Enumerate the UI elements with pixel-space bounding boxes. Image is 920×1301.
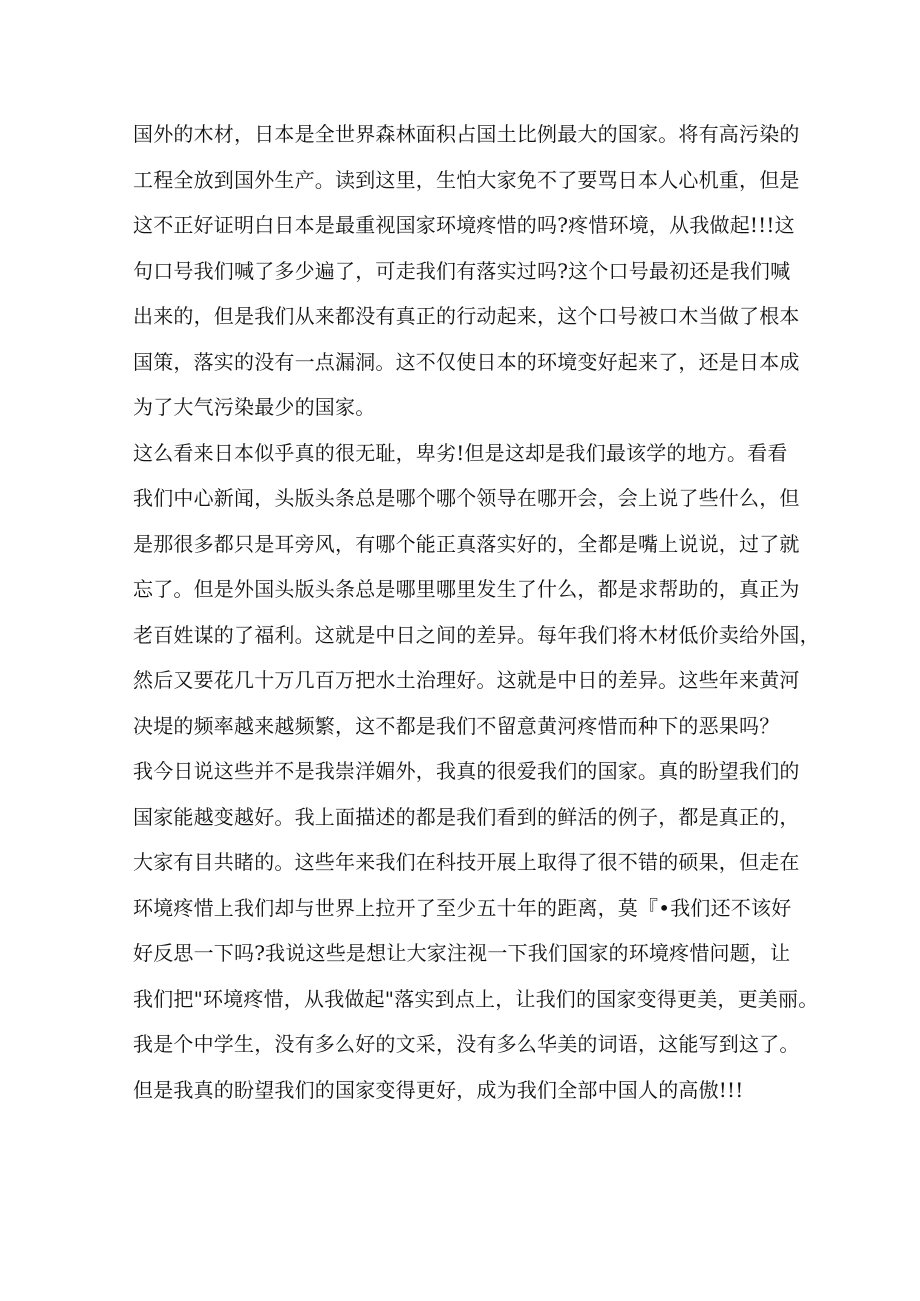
- paragraph-1: [133, 112, 803, 431]
- text-line: 我们把"环境疼惜，从我做起"落实到点上，让我们的国家变得更美，更美丽。: [133, 986, 819, 1011]
- text-line: 然后又要花几十万几百万把水土治理好。这就是中日的差异。这些年来黄河: [133, 668, 800, 692]
- text-line: 为了大气污染最少的国家。: [133, 395, 376, 419]
- paragraph-3: [133, 749, 819, 1113]
- text-line: 我是个中学生，没有多么好的文采，没有多么华美的词语，这能写到这了。: [133, 1032, 800, 1056]
- text-line: 好反思一下吗?我说这些是想让大家注视一下我们国家的环境疼惜问题，让: [133, 941, 791, 965]
- text-line: 但是我真的盼望我们的国家变得更好，成为我们全部中国人的高傲!!!: [133, 1077, 744, 1102]
- text-line: 这不正好证明白日本是最重视国家环境疼惜的吗?疼惜环境，从我做起!!!这: [133, 213, 795, 237]
- text-line: 忘了。但是外国头版头条总是哪里哪里发生了什么，都是求帮助的，真正为: [133, 577, 800, 601]
- text-line: 国家能越变越好。我上面描述的都是我们看到的鲜活的例子，都是真正的，: [133, 804, 800, 829]
- text-line: 句口号我们喊了多少遍了，可走我们有落实过吗?这个口号最初还是我们喊: [133, 258, 791, 283]
- text-line: 出来的，但是我们从来都没有真正的行动起来，这个口号被口木当做了根本: [133, 304, 800, 328]
- text-line: 我今日说这些并不是我崇洋媚外，我真的很爱我们的国家。真的盼望我们的: [133, 759, 800, 783]
- text-line: 工程全放到国外生产。读到这里，生怕大家免不了要骂日本人心机重，但是: [133, 167, 800, 192]
- text-line: 环境疼惜上我们却与世界上拉开了至少五十年的距离，莫『•我们还不该好: [133, 895, 792, 920]
- text-line: 大家有目共睹的。这些年来我们在科技开展上取得了很不错的硕果，但走在: [133, 850, 800, 874]
- text-line: 我们中心新闻，头版头条总是哪个哪个领导在哪开会，会上说了些什么，但: [133, 486, 800, 510]
- text-line: 老百姓谋的了福利。这就是中日之间的差异。每年我们将木材低价卖给外国，: [133, 622, 820, 647]
- text-line: 国策，落实的没有一点漏洞。这不仅使日本的环境变好起来了，还是日本成: [133, 349, 800, 374]
- text-line: 这么看来日本似乎真的很无耻，卑劣!但是这却是我们最该学的地方。看看: [133, 440, 788, 465]
- document-body: [133, 112, 820, 1113]
- text-line: 是那很多都只是耳旁风，有哪个能正真落实好的，全都是嘴上说说，过了就: [133, 531, 800, 556]
- text-line: 国外的木材，日本是全世界森林面积占国土比例最大的国家。将有高污染的: [133, 122, 800, 146]
- text-line: 决堤的频率越来越频繁，这不都是我们不留意黄河疼惜而种下的恶果吗？: [133, 713, 780, 738]
- paragraph-2: [133, 431, 820, 750]
